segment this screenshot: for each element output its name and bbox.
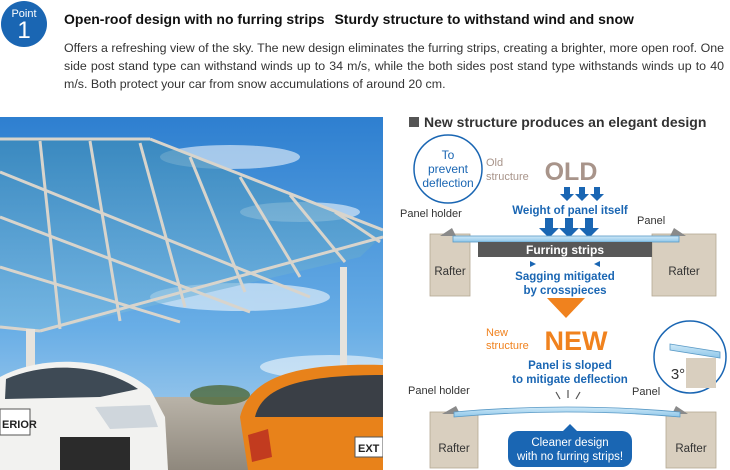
badge-number: 1: [17, 17, 31, 44]
cleaner-line2: with no furring strips!: [516, 451, 624, 463]
sagging-line2: by crosspieces: [523, 285, 607, 297]
headline: [64, 11, 634, 27]
angle-label: 3°: [670, 366, 686, 383]
diagram-title: [409, 114, 706, 130]
rafter-label-old-right: Rafter: [668, 266, 700, 278]
point-badge: [1, 1, 47, 47]
diagram-title-text: New structure produces an elegant design: [424, 114, 707, 130]
prevent-line3: deflection: [422, 176, 474, 190]
old-word: OLD: [544, 158, 598, 186]
new-caption-line2: structure: [486, 340, 529, 352]
prevent-line1: To: [441, 148, 455, 162]
sloped-line2: to mitigate deflection: [512, 374, 628, 386]
rafter-left-new: [430, 412, 478, 468]
sagging-line1: Sagging mitigated: [515, 271, 615, 283]
structure-diagram: [390, 132, 730, 470]
weight-label: Weight of panel itself: [512, 205, 628, 217]
prevent-line2: prevent: [427, 162, 469, 176]
headline-part2: Sturdy structure to withstand wind and snow: [334, 11, 634, 27]
new-word: NEW: [544, 326, 608, 356]
license-plate-text-2: EXT: [358, 443, 380, 455]
panel-label-new: Panel: [632, 386, 661, 398]
headline-part1: Open-roof design with no furring strips: [64, 11, 325, 27]
carport-photo: [0, 117, 383, 470]
panel-label-old: Panel: [637, 215, 666, 227]
rafter-right-old: [652, 234, 716, 296]
panel-holder-label-new: Panel holder: [408, 385, 470, 397]
body-paragraph: Offers a refreshing view of the sky. The new design eliminates the furring strips, creating a brighter, more open roof. One side post stand type can withstand winds up to 34 m/s, while the both sides post stand type withstands winds up to 40 m/s. Both protect your car from snow accumulations of around 20 cm.: [64, 41, 724, 91]
cleaner-line1: Cleaner design: [531, 437, 609, 449]
panel-old: [453, 236, 679, 242]
zoom-rafter: [686, 358, 716, 388]
new-caption-line1: New: [486, 327, 509, 339]
rafter-right-new: [666, 412, 716, 468]
old-caption-line1: Old: [486, 157, 504, 169]
rafter-label-old-left: Rafter: [434, 266, 466, 278]
furring-label: Furring strips: [525, 243, 605, 257]
badge-word: Point: [11, 8, 37, 20]
panel-holder-label-old: Panel holder: [400, 208, 462, 220]
rafter-label-new-right: Rafter: [675, 443, 707, 455]
rafter-label-new-left: Rafter: [438, 443, 470, 455]
old-caption-line2: structure: [486, 171, 529, 183]
license-plate-text: ERIOR: [2, 419, 37, 431]
sloped-line1: Panel is sloped: [528, 360, 612, 372]
rafter-left-old: [430, 234, 470, 296]
title-square-icon: [409, 117, 419, 127]
